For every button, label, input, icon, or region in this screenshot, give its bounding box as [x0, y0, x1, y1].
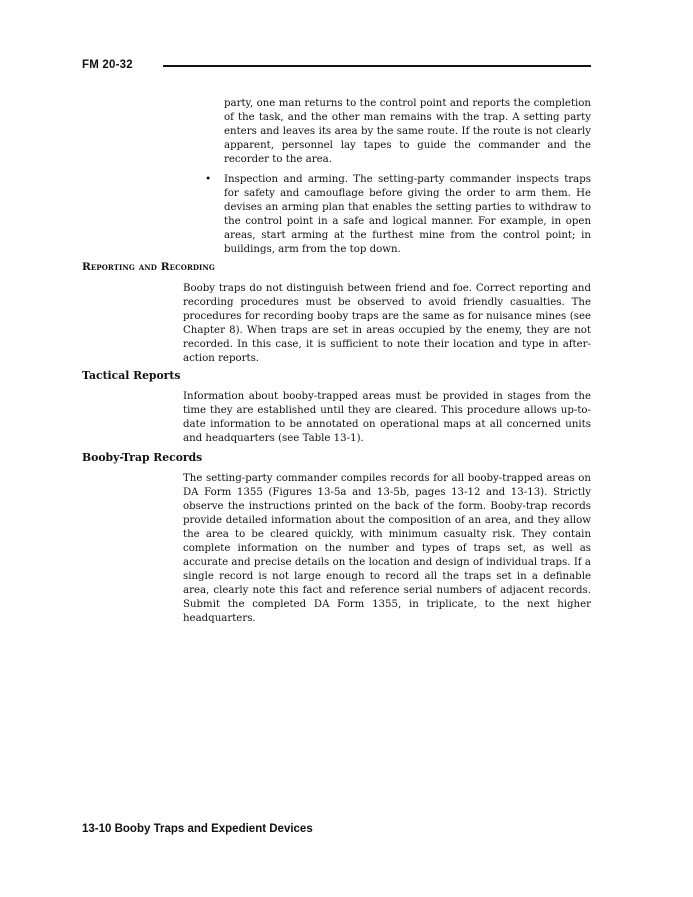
continuation-paragraph: party, one man returns to the control point and reports the completion of the task, and the other man remains with the trap. A setting party enters and leaves its area by the same route. If the route is not clearly apparent, personnel lay tapes to guide the commander and the recorder to the area.: [224, 98, 591, 166]
page-footer: 13-10 Booby Traps and Expedient Devices: [82, 823, 313, 835]
section-heading-reporting-recording: Reporting and Recording: [82, 261, 215, 273]
bullet-paragraph-inspection-arming: Inspection and arming. The setting-party commander inspects traps for safety and camouflage before giving the order to arm them. He devises an arming plan that enables the setting parties to withdraw to the control point in a safe and logical manner. For example, in open areas, start arming at the furthest mine from the control point; in buildings, arm from the top down.: [224, 174, 591, 256]
section-paragraph-reporting: Booby traps do not distinguish between friend and foe. Correct reporting and recording procedures must be observed to avoid friendly casualties. The procedures for recording booby traps are the same as for nuisance mines (see Chapter 8). When traps are set in areas occupied by the enemy, they are not recorded. In this case, it is sufficient to note their location and type in after-action reports.: [183, 283, 591, 365]
subsection-heading-tactical-reports: Tactical Reports: [82, 369, 181, 382]
subsection-heading-booby-trap-records: Booby-Trap Records: [82, 451, 203, 464]
subsection-paragraph-tactical-reports: Information about booby-trapped areas must be provided in stages from the time they are established until they are cleared. This procedure allows up-to-date information to be annotated on operational maps at all concerned units and headquarters (see Table 13-1).: [183, 391, 591, 445]
running-header: FM 20-32: [82, 59, 133, 71]
header-rule: [163, 65, 591, 67]
subsection-paragraph-booby-trap-records: The setting-party commander compiles records for all booby-trapped areas on DA Form 1355 (Figures 13-5a and 13-5b, pages 13-12 and 13-13). Strictly observe the instructions printed on the back of the form. Booby-trap records provide detailed information about the composition of an area, and they allow the area to be cleared quickly, with minimum casualty risk. They contain complete information on the number and types of traps set, as well as accurate and precise details on the location and design of individual traps. If a single record is not large enough to record all the traps set in a definable area, clearly note this fact and reference serial numbers of adjacent records. Submit the completed DA Form 1355, in triplicate, to the next higher headquarters.: [183, 473, 591, 625]
bullet-marker: •: [205, 173, 212, 185]
